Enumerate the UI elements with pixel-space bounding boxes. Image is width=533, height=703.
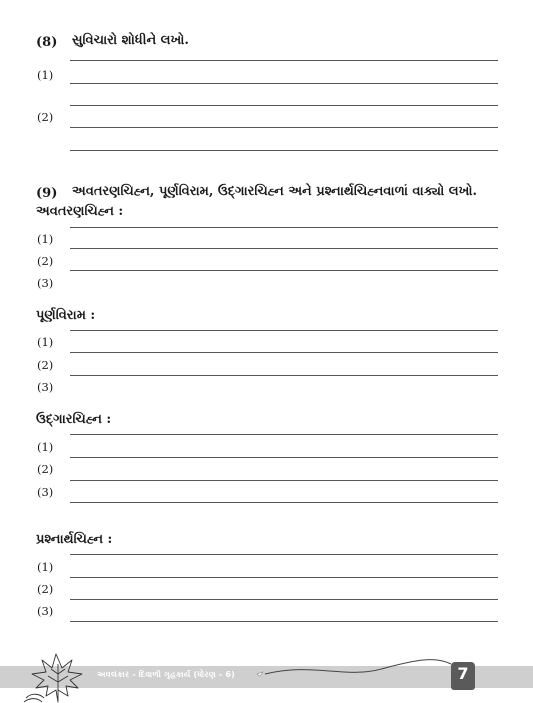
answer-line[interactable] (70, 248, 498, 249)
s3-item-2-number: (2) (37, 462, 54, 476)
question-8-text: સુવિચારો શોધીને લખો. (72, 33, 189, 48)
answer-line[interactable] (70, 457, 498, 458)
s2-item-2-number: (2) (37, 358, 54, 372)
s4-item-2-number: (2) (37, 582, 54, 596)
section-heading-full-stop: પૂર્ણવિરામ : (36, 308, 96, 323)
answer-line[interactable] (70, 330, 498, 331)
answer-line[interactable] (70, 352, 498, 353)
page-number: 7 (457, 664, 469, 683)
s2-item-3-number: (3) (37, 380, 54, 394)
question-8-number: (8) (36, 35, 58, 50)
cable-plug-icon (255, 652, 455, 678)
s4-item-1-number: (1) (37, 560, 54, 574)
s1-item-2-number: (2) (37, 254, 54, 268)
answer-line[interactable] (70, 577, 498, 578)
answer-line[interactable] (70, 599, 498, 600)
maple-leaf-doodle-icon (18, 652, 98, 703)
answer-line[interactable] (70, 227, 498, 228)
section-heading-exclamation-mark: ઉદ્‌ગારચિહ્ન : (36, 412, 112, 427)
answer-line[interactable] (70, 554, 498, 555)
question-9-text: અવતરણચિહ્ન, પૂર્ણવિરામ, ઉદ્‌ગારચિહ્ન અને પ્રશ્નાર્થચિહ્નવાળાં વાક્યો લખો. (72, 184, 478, 199)
footer-title: અવલંકાર - દિવાળી ગૃહકાર્ય (ધોરણ - 6) (97, 670, 235, 679)
s4-item-3-number: (3) (37, 604, 54, 618)
s2-item-1-number: (1) (37, 335, 54, 349)
q8-item-1-number: (1) (37, 68, 54, 82)
answer-line[interactable] (70, 150, 498, 151)
answer-line[interactable] (70, 502, 498, 503)
answer-line[interactable] (70, 621, 498, 622)
answer-line[interactable] (70, 270, 498, 271)
s3-item-1-number: (1) (37, 440, 54, 454)
s1-item-3-number: (3) (37, 276, 54, 290)
q8-item-2-number: (2) (37, 110, 54, 124)
answer-line[interactable] (70, 434, 498, 435)
answer-line[interactable] (70, 480, 498, 481)
section-heading-question-mark: પ્રશ્નાર્થચિહ્ન : (36, 532, 113, 547)
s1-item-1-number: (1) (37, 232, 54, 246)
answer-line[interactable] (70, 375, 498, 376)
answer-line[interactable] (70, 127, 498, 128)
answer-line[interactable] (70, 83, 498, 84)
section-heading-quotation-mark: અવતરણચિહ્ન : (36, 204, 124, 219)
answer-line[interactable] (70, 105, 498, 106)
question-9-number: (9) (36, 186, 58, 201)
answer-line[interactable] (70, 60, 498, 61)
s3-item-3-number: (3) (37, 485, 54, 499)
